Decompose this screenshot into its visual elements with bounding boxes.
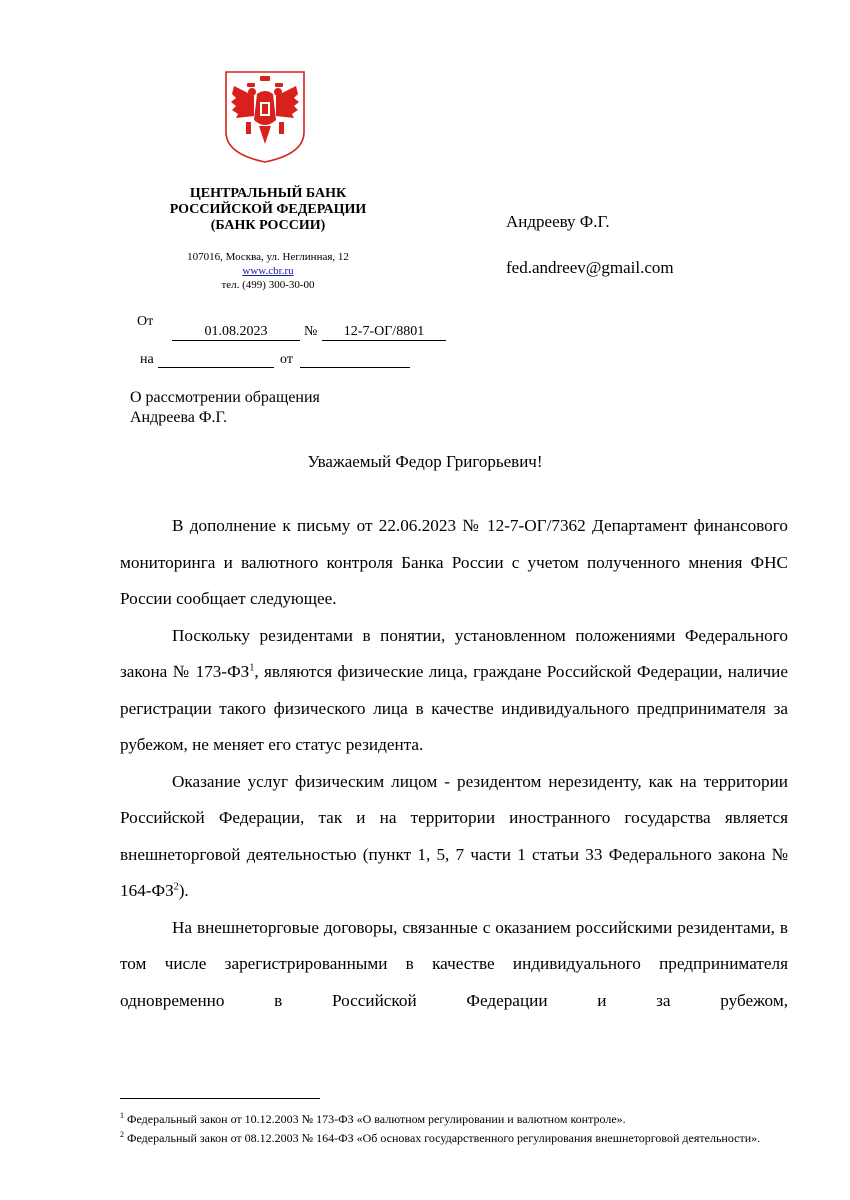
footnote-1: $^1$ Федеральный закон от 10.12.2003 № 173-ФЗ «О валютном регулировании и валютном контроле».	[120, 1111, 626, 1126]
paragraph-1: В дополнение к письму от 22.06.2023 № 12-7-ОГ/7362 Департамент финансового мониторинга и валютного контроля Банка России с учетом полученного мнения ФНС России сообщает следующее.	[120, 516, 788, 608]
on-label: на	[140, 352, 154, 367]
paragraph-3: Оказание услуг физическим лицом - резидентом нерезиденту, как на территории Российской Федерации, так и на территории иностранного государства является внешнеторговой деятельностью (пункт 1, 5, 7 части 1 статьи 33 Федерального закона № $164-ФЗ^2$).	[120, 771, 788, 900]
subject-line2: Андреева Ф.Г.	[130, 409, 227, 426]
recipient-email: fed.andreev@gmail.com	[506, 258, 674, 277]
on-date-line	[158, 367, 274, 368]
from-label: От	[137, 314, 154, 329]
subject-line1: О рассмотрении обращения	[130, 389, 320, 406]
footnotes	[120, 1108, 800, 1146]
bank-website-link[interactable]: www.cbr.ru	[242, 265, 294, 277]
bank-name-line3: (БАНК РОССИИ)	[210, 218, 326, 233]
letter-date: 01.08.2023	[172, 324, 300, 341]
letter-body	[120, 508, 788, 1019]
bank-contacts	[140, 250, 396, 292]
subject	[130, 388, 320, 428]
bank-address: 107016, Москва, ул. Неглинная, 12	[187, 251, 349, 263]
letter-number: 12-7-ОГ/8801	[322, 324, 446, 341]
footnote-2: $^2$ Федеральный закон от 08.12.2003 № 164-ФЗ «Об основах государственного регулирования внешнеторговой деятельности».	[120, 1130, 761, 1145]
bank-phone: тел. (499) 300-30-00	[221, 279, 315, 291]
paragraph-4: На внешнеторговые договоры, связанные с оказанием российскими резидентами, в том числе зарегистрированными в качестве индивидуального предпринимателя одновременно в Российской Федерации и за рубежом,	[120, 917, 788, 1010]
footnote-ref-2: 2	[173, 881, 179, 893]
coat-of-arms-emblem	[224, 70, 306, 164]
bank-name-line1: ЦЕНТРАЛЬНЫЙ БАНК	[189, 186, 347, 201]
footnote-ref-1: 1	[249, 662, 255, 674]
footnote-divider	[120, 1098, 320, 1099]
number-label: №	[304, 324, 318, 339]
recipient-name: Андрееву Ф.Г.	[506, 212, 610, 231]
bank-name-line2: РОССИЙСКОЙ ФЕДЕРАЦИИ	[169, 202, 367, 217]
bank-name	[140, 186, 396, 234]
greeting: Уважаемый Федор Григорьевич!	[307, 452, 543, 471]
paragraph-2: Поскольку резидентами в понятии, установленном положениями Федерального закона № $173-ФЗ^1$, являются физические лица, граждане Российской Федерации, наличие регистрации такого физического лица в качестве индивидуального предпринимателя за рубежом, не меняет его статус резидента.	[120, 625, 788, 754]
of-number-line	[300, 367, 410, 368]
of-label: от	[280, 352, 293, 367]
